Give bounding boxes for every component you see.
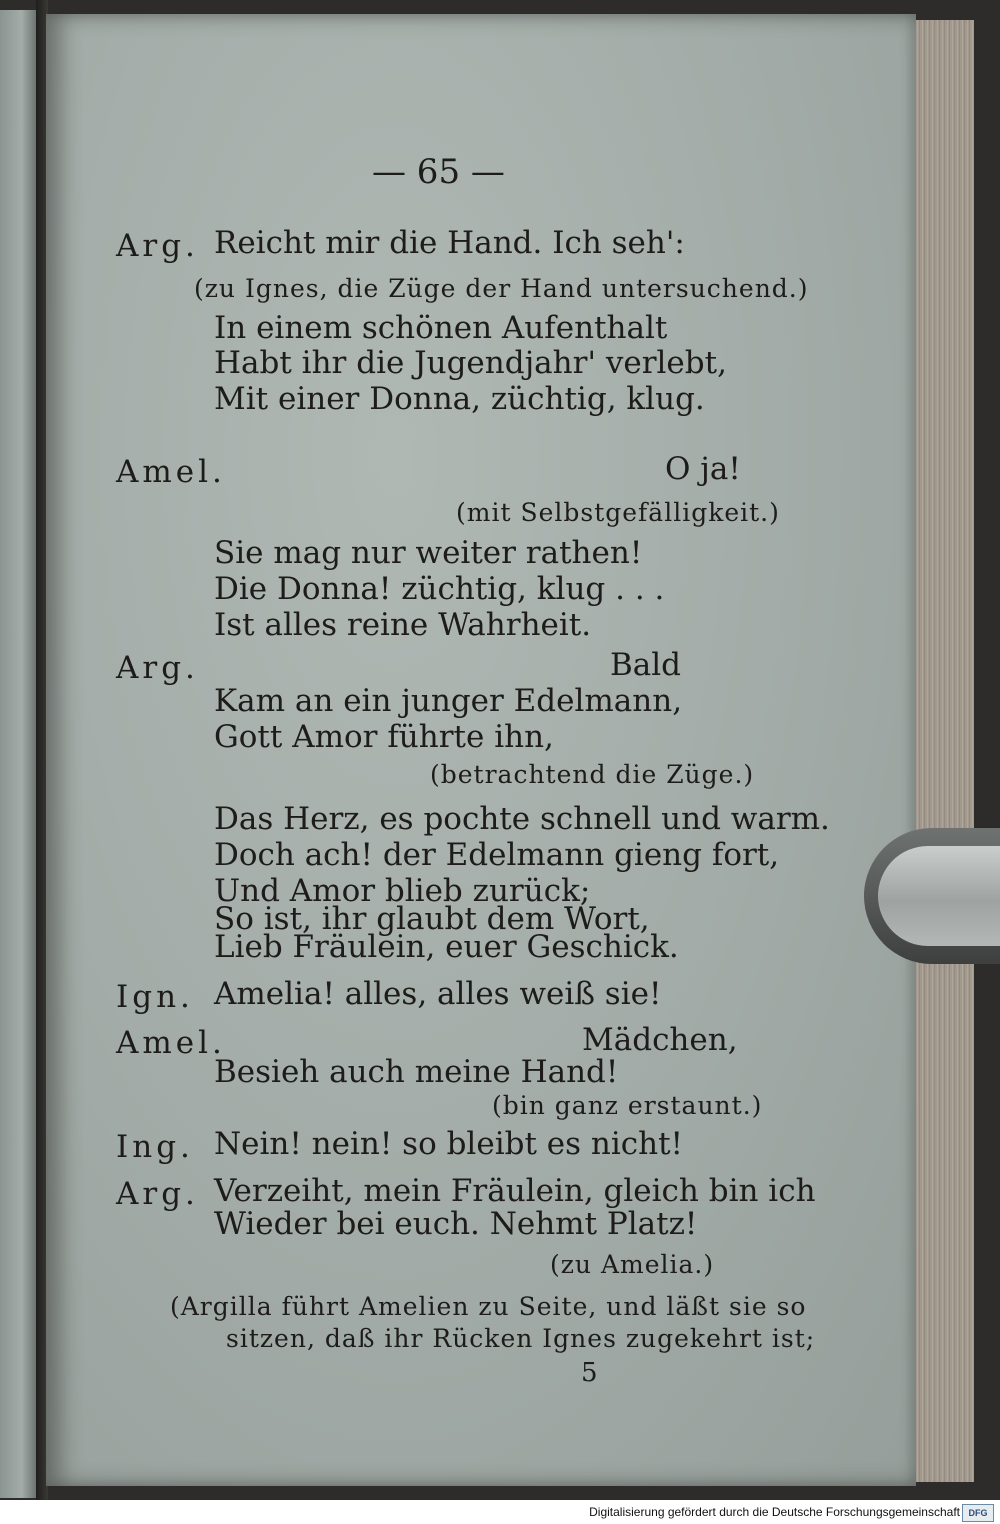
verse-line: Mit einer Donna, züchtig, klug. — [214, 381, 705, 417]
verse-line: Doch ach! der Edelmann gieng fort, — [214, 837, 780, 873]
verse-line: Verzeiht, mein Fräulein, gleich bin ich — [214, 1173, 816, 1209]
verse-line: Lieb Fräulein, euer Geschick. — [214, 929, 679, 965]
verse-line: So ist, ihr glaubt dem Wort, — [214, 901, 650, 937]
verse-line: Besieh auch meine Hand! — [214, 1054, 619, 1090]
speaker-label: Amel. — [116, 454, 226, 490]
speaker-label: Ign. — [116, 979, 194, 1015]
dfg-logo-icon: DFG — [962, 1504, 994, 1522]
speaker-label: Arg. — [116, 650, 199, 686]
stage-direction: (mit Selbstgefälligkeit.) — [456, 498, 780, 527]
verse-line: Nein! nein! so bleibt es nicht! — [214, 1126, 683, 1162]
speaker-label: Arg. — [116, 228, 199, 264]
verse-line: Das Herz, es pochte schnell und warm. — [214, 801, 830, 837]
verse-line: Ist alles reine Wahrheit. — [214, 607, 592, 643]
stage-direction: (betrachtend die Züge.) — [430, 760, 755, 789]
verse-line: Amelia! alles, alles weiß sie! — [214, 976, 662, 1012]
footer-credit: Digitalisierung gefördert durch die Deutsche Forschungsgemeinschaft — [589, 1505, 960, 1519]
verse-line: Kam an ein junger Edelmann, — [214, 683, 683, 719]
stage-direction: sitzen, daß ihr Rücken Ignes zugekehrt ist; — [226, 1324, 816, 1353]
left-page-edge — [0, 10, 36, 1498]
footer-bar — [0, 1500, 1000, 1524]
verse-line: Und Amor blieb zurück; — [214, 873, 591, 909]
verse-line: Wieder bei euch. Nehmt Platz! — [214, 1206, 698, 1242]
verse-line: In einem schönen Aufenthalt — [214, 310, 668, 346]
signature-mark: 5 — [581, 1358, 598, 1388]
speaker-label: Amel. — [116, 1025, 226, 1061]
stage-direction: (zu Amelia.) — [550, 1250, 715, 1279]
page-number: — 65 — — [372, 152, 505, 192]
page-block-edge — [916, 20, 974, 1482]
stage-direction: (zu Ignes, die Züge der Hand untersuchend.) — [194, 274, 809, 303]
stage-direction: (bin ganz erstaunt.) — [492, 1091, 763, 1120]
verse-line: Habt ihr die Jugendjahr' verlebt, — [214, 345, 727, 381]
speaker-label: Arg. — [116, 1176, 199, 1212]
clamp-inner — [878, 846, 1000, 946]
verse-line: Bald — [610, 647, 682, 683]
speaker-label: Ing. — [116, 1129, 194, 1165]
verse-line: Reicht mir die Hand. Ich seh': — [214, 225, 685, 261]
verse-line: Mädchen, — [582, 1022, 738, 1058]
verse-line: Gott Amor führte ihn, — [214, 719, 554, 755]
verse-line: Sie mag nur weiter rathen! — [214, 535, 643, 571]
stage-direction: (Argilla führt Amelien zu Seite, und läßt sie so — [170, 1292, 807, 1321]
verse-line: Die Donna! züchtig, klug . . . — [214, 571, 665, 607]
verse-line: O ja! — [665, 451, 741, 487]
